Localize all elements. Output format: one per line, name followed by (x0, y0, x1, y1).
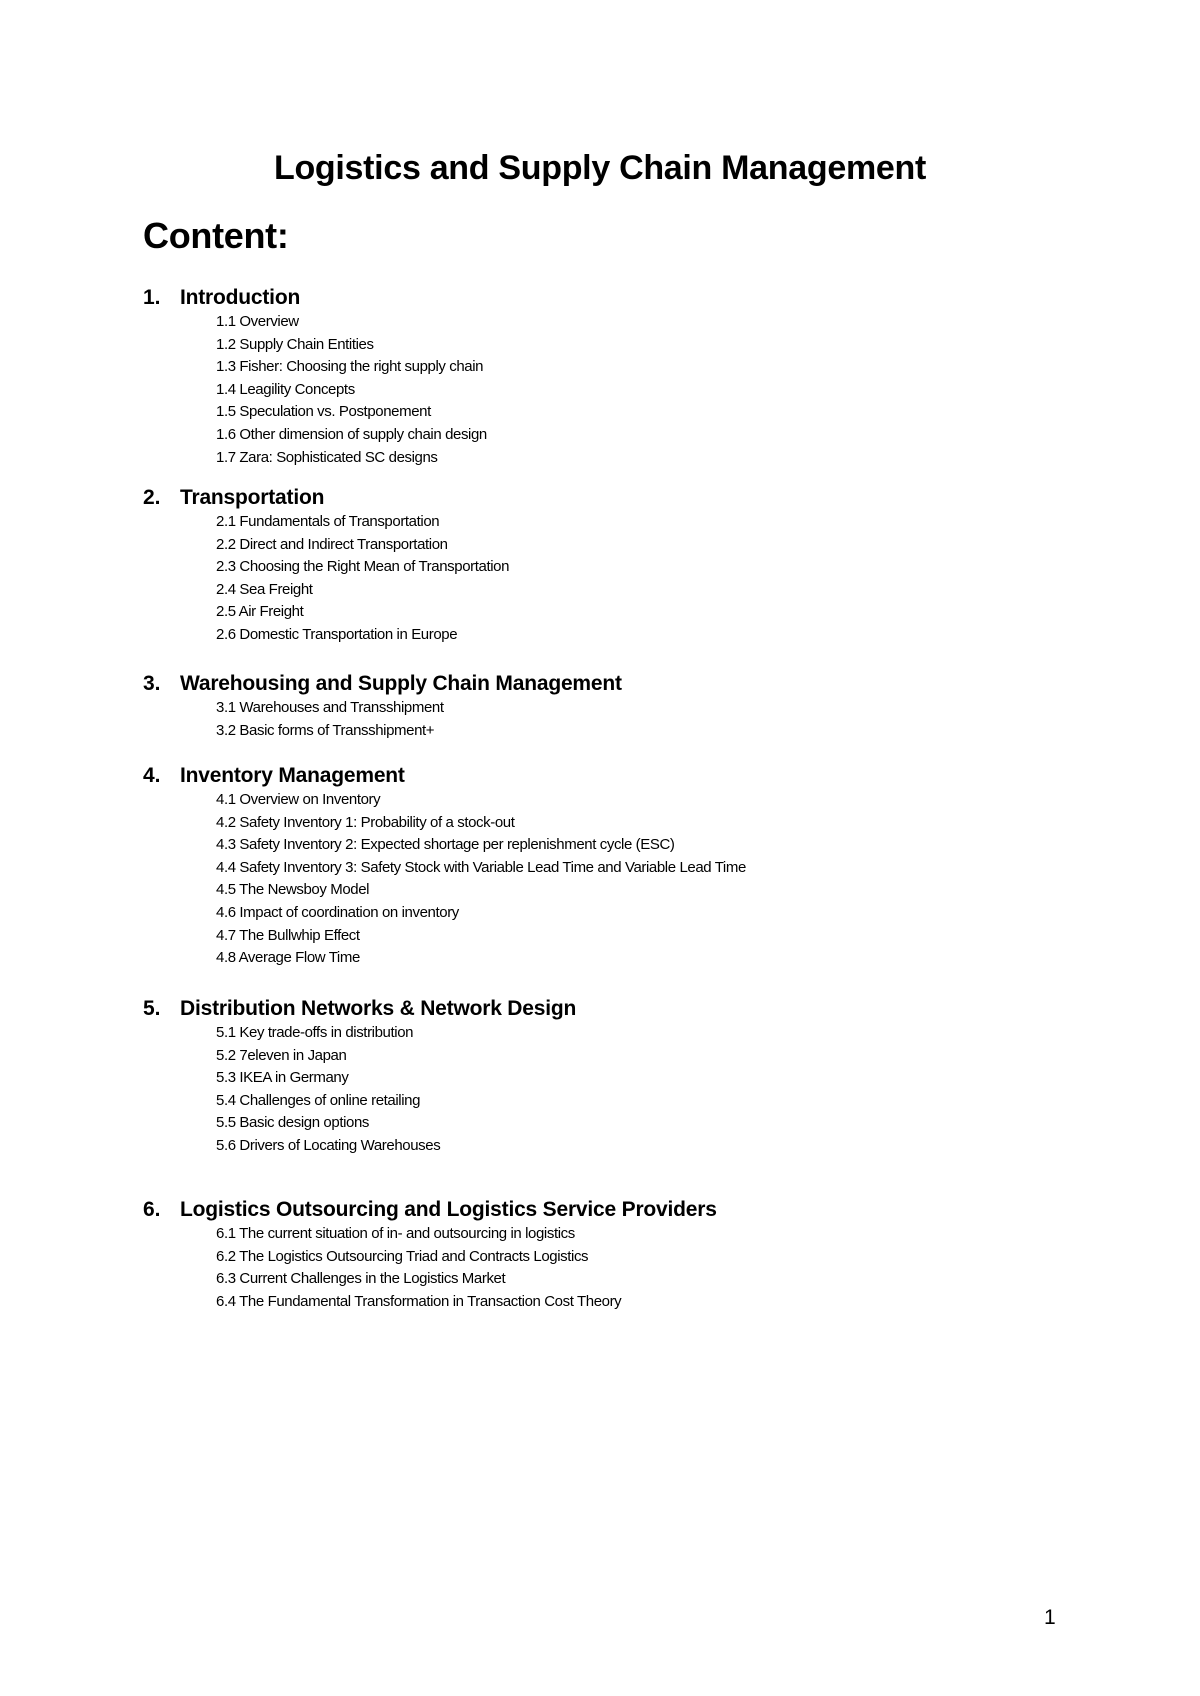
toc-item: 1.1 Overview (216, 313, 299, 330)
toc-section (143, 762, 746, 970)
toc-item: 2.6 Domestic Transportation in Europe (216, 625, 458, 643)
section-title: Inventory Management (180, 764, 405, 787)
section-item-list (143, 311, 487, 469)
toc-item: 2.2 Direct and Indirect Transportation (216, 535, 448, 553)
toc-item: 2.4 Sea Freight (216, 580, 313, 598)
toc-item: 6.1 The current situation of in- and outsourcing in logistics (216, 1225, 575, 1242)
section-item-list (143, 1022, 576, 1158)
toc-item: 1.6 Other dimension of supply chain design (216, 425, 487, 443)
section-item-list (143, 697, 622, 742)
toc-item: 3.2 Basic forms of Transshipment+ (216, 721, 435, 739)
section-item-list (143, 511, 509, 647)
toc-item: 1.7 Zara: Sophisticated SC designs (216, 448, 438, 466)
toc-item: 5.6 Drivers of Locating Warehouses (216, 1136, 441, 1154)
toc-item: 2.1 Fundamentals of Transportation (216, 513, 440, 530)
section-title: Distribution Networks & Network Design (180, 997, 577, 1020)
toc-section (143, 484, 509, 647)
section-number: 6. (143, 1198, 161, 1221)
section-title: Logistics Outsourcing and Logistics Service Providers (180, 1198, 717, 1221)
section-heading (143, 995, 576, 1022)
toc-item: 3.1 Warehouses and Transshipment (216, 699, 444, 716)
toc-item: 6.4 The Fundamental Transformation in Transaction Cost Theory (216, 1292, 622, 1310)
toc-item: 1.5 Speculation vs. Postponement (216, 403, 431, 421)
toc-item: 4.1 Overview on Inventory (216, 791, 381, 808)
toc-item: 5.1 Key trade-offs in distribution (216, 1024, 414, 1041)
toc-item: 4.7 The Bullwhip Effect (216, 926, 360, 944)
toc-item: 4.8 Average Flow Time (216, 949, 360, 967)
section-heading (143, 670, 622, 697)
section-item-list (143, 1223, 717, 1313)
toc-item: 4.2 Safety Inventory 1: Probability of a stock-out (216, 813, 515, 831)
document-title: Logistics and Supply Chain Management (274, 149, 926, 187)
section-number: 4. (143, 764, 161, 787)
toc-item: 5.3 IKEA in Germany (216, 1069, 349, 1087)
section-number: 5. (143, 997, 161, 1020)
toc-item: 2.3 Choosing the Right Mean of Transportation (216, 558, 510, 576)
section-heading (143, 284, 487, 311)
toc-section (143, 1196, 717, 1313)
section-item-list (143, 789, 746, 970)
toc-section (143, 284, 487, 469)
toc-item: 1.3 Fisher: Choosing the right supply chain (216, 358, 484, 376)
section-heading (143, 484, 509, 511)
toc-section (143, 670, 622, 742)
toc-item: 5.4 Challenges of online retailing (216, 1091, 421, 1109)
toc-item: 5.5 Basic design options (216, 1114, 370, 1132)
toc-item: 1.2 Supply Chain Entities (216, 335, 374, 353)
section-heading (143, 762, 746, 789)
toc-item: 2.5 Air Freight (216, 603, 304, 621)
content-heading: Content: (143, 215, 289, 256)
toc-item: 4.4 Safety Inventory 3: Safety Stock with Variable Lead Time and Variable Lead Time (216, 858, 746, 876)
toc-item: 6.2 The Logistics Outsourcing Triad and Contracts Logistics (216, 1247, 589, 1265)
toc-item: 6.3 Current Challenges in the Logistics Market (216, 1270, 506, 1288)
toc-item: 4.6 Impact of coordination on inventory (216, 903, 459, 921)
page-number: 1 (1044, 1606, 1056, 1629)
section-number: 2. (143, 486, 161, 509)
section-title: Transportation (180, 486, 325, 509)
toc-item: 4.3 Safety Inventory 2: Expected shortage per replenishment cycle (ESC) (216, 836, 675, 854)
toc-item: 1.4 Leagility Concepts (216, 380, 355, 398)
section-title: Warehousing and Supply Chain Management (180, 672, 622, 695)
toc-item: 5.2 7eleven in Japan (216, 1046, 347, 1064)
toc-item: 4.5 The Newsboy Model (216, 881, 370, 899)
section-number: 1. (143, 286, 161, 309)
section-number: 3. (143, 672, 161, 695)
section-title: Introduction (180, 286, 301, 309)
toc-section (143, 995, 576, 1158)
section-heading (143, 1196, 717, 1223)
